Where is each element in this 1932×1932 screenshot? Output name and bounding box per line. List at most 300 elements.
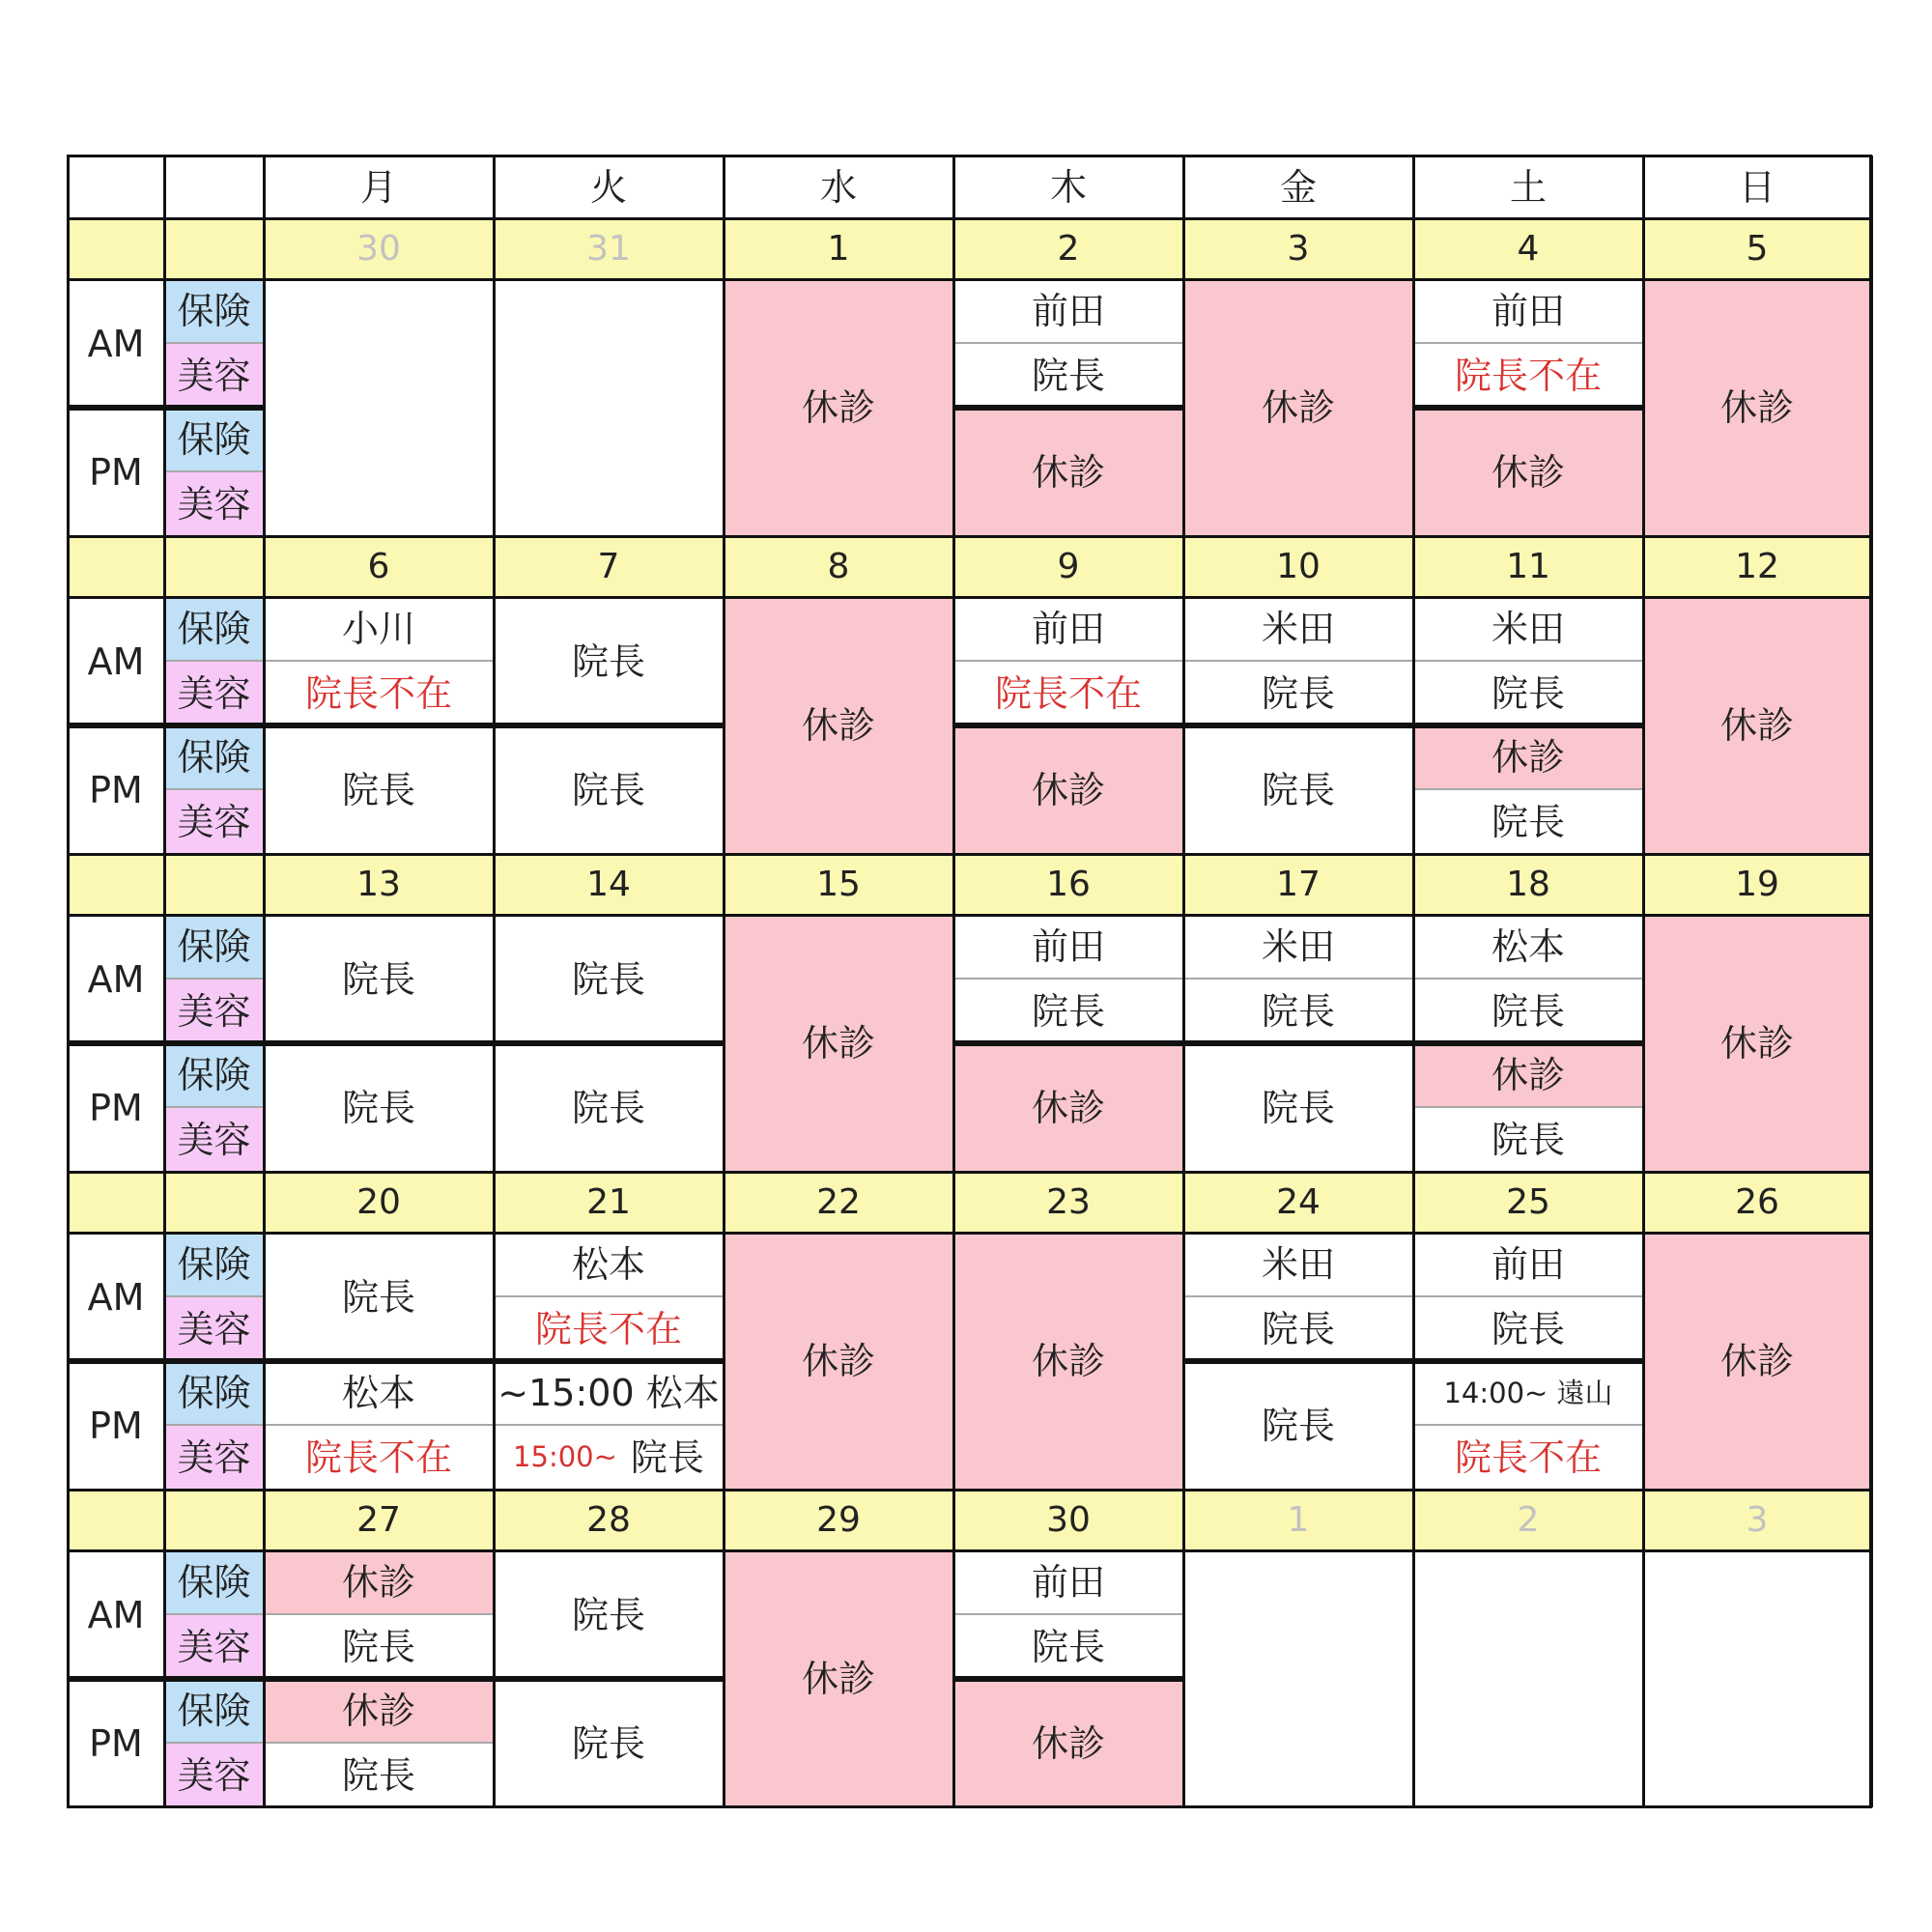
date-cell bbox=[1643, 536, 1871, 597]
day-of-week-label: 水 bbox=[819, 165, 857, 209]
insurance-category-pm bbox=[164, 1679, 264, 1743]
date-number: 1 bbox=[827, 228, 850, 269]
am-beauty-cell bbox=[1413, 979, 1643, 1043]
am-beauty-cell-text: 院長 bbox=[1031, 989, 1105, 1033]
day-of-week-label: 土 bbox=[1509, 165, 1547, 209]
date-cell bbox=[264, 218, 494, 279]
insurance-label: 保険 bbox=[177, 418, 251, 461]
day-of-week-label: 日 bbox=[1738, 165, 1776, 209]
date-number: 5 bbox=[1746, 228, 1769, 269]
date-number: 2 bbox=[1517, 1499, 1540, 1540]
am-pm-divider bbox=[494, 1358, 724, 1364]
header-corner-right bbox=[164, 156, 264, 218]
am-beauty-cell-text: 院長 bbox=[1261, 1307, 1335, 1350]
am-beauty-cell bbox=[1413, 343, 1643, 408]
closed-day-cell bbox=[724, 1550, 953, 1807]
am-cell bbox=[494, 597, 724, 725]
pm-insurance-cell bbox=[264, 1361, 494, 1425]
day-of-week-header bbox=[264, 156, 494, 218]
date-number: 6 bbox=[367, 546, 390, 586]
am-pm-divider bbox=[1183, 723, 1413, 728]
column-border bbox=[263, 156, 266, 1807]
closed-day-cell-text: 休診 bbox=[1031, 1340, 1105, 1382]
row-border bbox=[68, 217, 1871, 220]
date-number: 23 bbox=[1046, 1181, 1091, 1222]
insurance-label: 保険 bbox=[177, 1372, 251, 1414]
row-border bbox=[68, 1489, 1871, 1492]
closed-day-cell-text: 休診 bbox=[1719, 1340, 1794, 1382]
am-label bbox=[68, 597, 164, 725]
pm-beauty-cell-text: 院長 bbox=[1491, 1118, 1565, 1161]
date-number: 21 bbox=[586, 1181, 631, 1222]
am-pm-divider bbox=[953, 405, 1183, 411]
pm-cell bbox=[953, 725, 1183, 854]
pm-cell-text: 院長 bbox=[341, 768, 415, 811]
insurance-category-am bbox=[164, 1233, 264, 1296]
pm-label-text: PM bbox=[89, 1086, 143, 1129]
date-cell bbox=[264, 536, 494, 597]
pm-insurance-cell-text: 休診 bbox=[1491, 736, 1565, 779]
column-border bbox=[1870, 156, 1873, 1807]
pm-cell bbox=[953, 1043, 1183, 1172]
row-border bbox=[68, 914, 1871, 917]
day-of-week-label: 金 bbox=[1279, 165, 1317, 209]
column-border bbox=[163, 156, 166, 1807]
closed-day-cell-text: 休診 bbox=[1719, 704, 1794, 747]
row-border bbox=[68, 535, 1871, 538]
am-cell bbox=[494, 1550, 724, 1679]
am-label-text: AM bbox=[87, 1593, 145, 1636]
am-cell-text: 院長 bbox=[341, 957, 415, 1001]
insurance-category-am bbox=[164, 915, 264, 979]
date-number: 30 bbox=[356, 228, 401, 269]
am-insurance-cell bbox=[264, 1550, 494, 1614]
beauty-label: 美容 bbox=[177, 1625, 251, 1668]
date-number: 8 bbox=[827, 546, 850, 586]
closed-day-cell-text: 休診 bbox=[1261, 386, 1335, 429]
am-cell bbox=[494, 915, 724, 1043]
am-cell bbox=[264, 1233, 494, 1361]
row-border bbox=[68, 278, 1871, 281]
date-cell bbox=[1183, 536, 1413, 597]
pm-beauty-cell bbox=[1413, 1107, 1643, 1172]
day-of-week-header bbox=[724, 156, 953, 218]
am-insurance-cell bbox=[1413, 915, 1643, 979]
pm-label-text: PM bbox=[89, 450, 143, 494]
insurance-label: 保険 bbox=[177, 1243, 251, 1286]
date-cell bbox=[494, 854, 724, 915]
row-border bbox=[68, 1232, 1871, 1235]
date-number: 4 bbox=[1517, 228, 1540, 269]
date-cell bbox=[953, 854, 1183, 915]
pm-cell-text: 院長 bbox=[1261, 1404, 1335, 1447]
date-number: 2 bbox=[1057, 228, 1080, 269]
pm-cell bbox=[1183, 1361, 1413, 1490]
beauty-category-pm bbox=[164, 1743, 264, 1807]
pm-cell bbox=[494, 725, 724, 854]
pm-cell bbox=[1183, 725, 1413, 854]
am-pm-divider bbox=[1413, 723, 1643, 728]
closed-day-cell bbox=[724, 915, 953, 1172]
pm-label bbox=[68, 725, 164, 854]
pm-cell bbox=[1413, 408, 1643, 536]
closed-day-cell-text: 休診 bbox=[801, 1340, 875, 1382]
date-number: 28 bbox=[586, 1499, 631, 1540]
am-pm-divider bbox=[1413, 1358, 1643, 1364]
day-of-week-label: 木 bbox=[1049, 165, 1087, 209]
am-insurance-cell-text: 松本 bbox=[571, 1243, 645, 1286]
date-row-spacer bbox=[164, 854, 264, 915]
closed-day-cell bbox=[724, 279, 953, 536]
date-number: 11 bbox=[1506, 546, 1550, 586]
am-beauty-cell-text: 院長 bbox=[1491, 1307, 1565, 1350]
date-row-spacer bbox=[68, 1490, 164, 1550]
date-cell bbox=[1413, 536, 1643, 597]
am-beauty-cell-text: 院長 bbox=[1031, 354, 1105, 397]
insurance-label: 保険 bbox=[177, 736, 251, 779]
date-cell bbox=[1413, 854, 1643, 915]
am-pm-divider bbox=[264, 1676, 494, 1682]
beauty-category-am bbox=[164, 343, 264, 408]
am-label bbox=[68, 279, 164, 408]
am-pm-divider bbox=[1183, 1358, 1413, 1364]
pm-cell bbox=[264, 1043, 494, 1172]
pm-beauty-cell bbox=[1413, 789, 1643, 854]
pm-beauty-cell-text: 院長不在 bbox=[1454, 1435, 1602, 1479]
am-beauty-cell-text: 院長 bbox=[1491, 671, 1565, 715]
am-beauty-cell bbox=[953, 661, 1183, 725]
closed-day-cell bbox=[724, 1233, 953, 1490]
am-pm-divider bbox=[264, 723, 494, 728]
am-beauty-cell bbox=[264, 1614, 494, 1679]
date-cell bbox=[1643, 854, 1871, 915]
date-number: 31 bbox=[586, 228, 631, 269]
date-row-spacer bbox=[68, 218, 164, 279]
date-row-spacer bbox=[164, 536, 264, 597]
header-corner-left bbox=[68, 156, 164, 218]
pm-cell bbox=[953, 408, 1183, 536]
date-number: 1 bbox=[1287, 1499, 1310, 1540]
closed-day-cell-text: 休診 bbox=[801, 1658, 875, 1700]
am-cell-text: 院長 bbox=[571, 957, 645, 1001]
date-cell bbox=[953, 1172, 1183, 1233]
am-pm-divider bbox=[494, 1040, 724, 1046]
date-cell bbox=[1643, 1490, 1871, 1550]
am-beauty-cell bbox=[953, 979, 1183, 1043]
am-label bbox=[68, 915, 164, 1043]
am-label bbox=[68, 1550, 164, 1679]
day-of-week-label: 火 bbox=[589, 165, 627, 209]
am-pm-divider bbox=[953, 723, 1183, 728]
date-number: 9 bbox=[1057, 546, 1080, 586]
am-insurance-cell-text: 米田 bbox=[1491, 608, 1565, 650]
beauty-label: 美容 bbox=[177, 671, 251, 715]
beauty-category-pm bbox=[164, 1425, 264, 1490]
insurance-category-pm bbox=[164, 1043, 264, 1107]
insurance-label: 保険 bbox=[177, 608, 251, 650]
beauty-label: 美容 bbox=[177, 1307, 251, 1350]
am-insurance-cell-text: 小川 bbox=[341, 608, 415, 650]
am-insurance-cell bbox=[953, 1550, 1183, 1614]
pm-cell-text: 休診 bbox=[1031, 450, 1105, 494]
pm-insurance-cell bbox=[1413, 1361, 1643, 1425]
pm-cell bbox=[1183, 1043, 1413, 1172]
date-row-spacer bbox=[164, 218, 264, 279]
date-number: 3 bbox=[1746, 1499, 1769, 1540]
date-number: 10 bbox=[1276, 546, 1321, 586]
date-cell bbox=[494, 536, 724, 597]
closed-day-cell-text: 休診 bbox=[801, 704, 875, 747]
closed-day-cell-text: 休診 bbox=[801, 1022, 875, 1065]
pm-beauty-time: 15:00~ bbox=[513, 1440, 617, 1473]
date-cell bbox=[264, 1172, 494, 1233]
insurance-category-pm bbox=[164, 725, 264, 789]
am-beauty-cell bbox=[264, 661, 494, 725]
date-number: 12 bbox=[1735, 546, 1779, 586]
date-cell bbox=[1183, 1490, 1413, 1550]
am-cell-text: 院長 bbox=[571, 1593, 645, 1636]
am-label-text: AM bbox=[87, 957, 145, 1001]
day-of-week-header bbox=[1643, 156, 1871, 218]
beauty-category-pm bbox=[164, 471, 264, 536]
am-label bbox=[68, 1233, 164, 1361]
date-cell bbox=[724, 854, 953, 915]
pm-beauty-cell-text: 院長 bbox=[630, 1435, 704, 1479]
date-cell bbox=[1183, 854, 1413, 915]
date-cell bbox=[1413, 218, 1643, 279]
pm-cell-text: 院長 bbox=[571, 1086, 645, 1129]
am-pm-divider bbox=[1183, 1040, 1413, 1046]
date-number: 20 bbox=[356, 1181, 401, 1222]
pm-cell-text: 休診 bbox=[1031, 1086, 1105, 1129]
pm-label-text: PM bbox=[89, 1404, 143, 1447]
insurance-category-pm bbox=[164, 408, 264, 471]
pm-label bbox=[68, 1361, 164, 1490]
pm-beauty-cell bbox=[1413, 1425, 1643, 1490]
am-beauty-cell-text: 院長 bbox=[1261, 671, 1335, 715]
date-number: 22 bbox=[816, 1181, 861, 1222]
am-beauty-cell bbox=[953, 1614, 1183, 1679]
date-row-spacer bbox=[164, 1172, 264, 1233]
pm-label-text: PM bbox=[89, 1721, 143, 1765]
am-insurance-cell-text: 前田 bbox=[1031, 925, 1105, 968]
date-number: 14 bbox=[586, 864, 631, 904]
date-cell bbox=[1643, 218, 1871, 279]
closed-day-cell bbox=[953, 1233, 1183, 1490]
am-beauty-cell bbox=[1183, 661, 1413, 725]
column-border bbox=[493, 156, 496, 1807]
insurance-label: 保険 bbox=[177, 925, 251, 968]
date-number: 27 bbox=[356, 1499, 401, 1540]
date-number: 3 bbox=[1287, 228, 1310, 269]
row-border bbox=[68, 1171, 1871, 1174]
insurance-label: 保険 bbox=[177, 1690, 251, 1732]
pm-beauty-cell-text: 院長 bbox=[1491, 800, 1565, 843]
am-insurance-cell-text: 休診 bbox=[341, 1561, 415, 1604]
am-beauty-cell bbox=[1413, 1296, 1643, 1361]
am-pm-divider bbox=[264, 1040, 494, 1046]
pm-cell-text: 院長 bbox=[1261, 768, 1335, 811]
empty-day-cell bbox=[1643, 1550, 1871, 1807]
pm-label bbox=[68, 408, 164, 536]
am-insurance-cell-text: 米田 bbox=[1261, 925, 1335, 968]
am-insurance-cell bbox=[953, 915, 1183, 979]
day-of-week-header bbox=[1413, 156, 1643, 218]
am-pm-divider bbox=[494, 723, 724, 728]
day-of-week-header bbox=[494, 156, 724, 218]
pm-beauty-cell bbox=[264, 1743, 494, 1807]
insurance-category-am bbox=[164, 597, 264, 661]
am-insurance-cell bbox=[1183, 1233, 1413, 1296]
date-number: 18 bbox=[1506, 864, 1550, 904]
row-border bbox=[68, 853, 1871, 856]
insurance-label: 保険 bbox=[177, 1561, 251, 1604]
am-label-text: AM bbox=[87, 322, 145, 365]
date-row-spacer bbox=[68, 536, 164, 597]
am-beauty-cell-text: 院長 bbox=[341, 1625, 415, 1668]
column-border bbox=[67, 156, 70, 1807]
date-row-spacer bbox=[68, 854, 164, 915]
am-insurance-cell-text: 前田 bbox=[1031, 290, 1105, 332]
am-beauty-cell bbox=[494, 1296, 724, 1361]
beauty-label: 美容 bbox=[177, 354, 251, 397]
pm-cell-text: 休診 bbox=[1031, 1721, 1105, 1765]
column-border bbox=[1642, 156, 1645, 1807]
am-pm-divider bbox=[953, 1676, 1183, 1682]
closed-day-cell bbox=[1643, 597, 1871, 854]
column-border bbox=[723, 156, 725, 1807]
column-border bbox=[952, 156, 955, 1807]
date-number: 30 bbox=[1046, 1499, 1091, 1540]
beauty-category-am bbox=[164, 1614, 264, 1679]
am-insurance-cell-text: 米田 bbox=[1261, 608, 1335, 650]
pm-cell-text: 院長 bbox=[1261, 1086, 1335, 1129]
pm-beauty-cell-text: 院長不在 bbox=[304, 1435, 452, 1479]
am-insurance-cell bbox=[953, 279, 1183, 343]
am-label-text: AM bbox=[87, 1275, 145, 1319]
day-of-week-header bbox=[1183, 156, 1413, 218]
date-cell bbox=[724, 1172, 953, 1233]
am-insurance-cell-text: 前田 bbox=[1031, 608, 1105, 650]
pm-cell-text: 院長 bbox=[341, 1086, 415, 1129]
am-beauty-cell-text: 院長不在 bbox=[534, 1307, 682, 1350]
am-insurance-cell-text: 米田 bbox=[1261, 1243, 1335, 1286]
date-cell bbox=[264, 1490, 494, 1550]
am-cell-text: 院長 bbox=[341, 1275, 415, 1319]
date-cell bbox=[264, 854, 494, 915]
am-beauty-cell bbox=[1413, 661, 1643, 725]
am-insurance-cell bbox=[1413, 279, 1643, 343]
date-number: 26 bbox=[1735, 1181, 1779, 1222]
pm-cell-text: 院長 bbox=[571, 1721, 645, 1765]
pm-cell-text: 院長 bbox=[571, 768, 645, 811]
pm-beauty-cell-text: 院長 bbox=[341, 1753, 415, 1797]
date-cell bbox=[494, 1172, 724, 1233]
am-insurance-cell-text: 前田 bbox=[1031, 1561, 1105, 1604]
date-cell bbox=[1183, 218, 1413, 279]
beauty-label: 美容 bbox=[177, 989, 251, 1033]
am-insurance-cell-text: 前田 bbox=[1491, 1243, 1565, 1286]
am-beauty-cell-text: 院長 bbox=[1491, 989, 1565, 1033]
am-beauty-cell-text: 院長不在 bbox=[1454, 354, 1602, 397]
pm-label bbox=[68, 1043, 164, 1172]
pm-insurance-cell bbox=[1413, 725, 1643, 789]
pm-cell bbox=[264, 725, 494, 854]
date-number: 17 bbox=[1276, 864, 1321, 904]
insurance-label: 保険 bbox=[177, 1054, 251, 1096]
am-cell-text: 院長 bbox=[571, 639, 645, 683]
row-border bbox=[68, 1549, 1871, 1552]
closed-day-cell bbox=[1183, 279, 1413, 536]
beauty-label: 美容 bbox=[177, 800, 251, 843]
insurance-category-am bbox=[164, 1550, 264, 1614]
date-number: 7 bbox=[597, 546, 620, 586]
am-beauty-cell bbox=[953, 343, 1183, 408]
empty-day-cell bbox=[1183, 1550, 1413, 1807]
date-number: 24 bbox=[1276, 1181, 1321, 1222]
pm-insurance-cell bbox=[264, 1679, 494, 1743]
insurance-category-pm bbox=[164, 1361, 264, 1425]
am-insurance-cell bbox=[1413, 597, 1643, 661]
closed-day-cell-text: 休診 bbox=[801, 386, 875, 429]
date-number: 25 bbox=[1506, 1181, 1550, 1222]
beauty-category-am bbox=[164, 1296, 264, 1361]
am-label-text: AM bbox=[87, 639, 145, 683]
pm-cell bbox=[494, 1679, 724, 1807]
pm-insurance-cell-text: 松本 bbox=[341, 1372, 415, 1414]
pm-insurance-cell-text: ~15:00 松本 bbox=[497, 1372, 720, 1414]
pm-beauty-cell bbox=[264, 1425, 494, 1490]
am-insurance-cell bbox=[1183, 597, 1413, 661]
pm-cell bbox=[953, 1679, 1183, 1807]
beauty-label: 美容 bbox=[177, 1435, 251, 1479]
date-cell bbox=[1643, 1172, 1871, 1233]
date-number: 13 bbox=[356, 864, 401, 904]
am-insurance-cell bbox=[1183, 915, 1413, 979]
date-row-spacer bbox=[68, 1172, 164, 1233]
pm-cell bbox=[494, 1043, 724, 1172]
beauty-category-pm bbox=[164, 1107, 264, 1172]
date-cell bbox=[494, 218, 724, 279]
am-beauty-cell bbox=[1183, 979, 1413, 1043]
closed-day-cell-text: 休診 bbox=[1719, 1022, 1794, 1065]
am-beauty-cell-text: 院長 bbox=[1261, 989, 1335, 1033]
am-insurance-cell bbox=[1413, 1233, 1643, 1296]
empty-day-cell bbox=[494, 279, 724, 536]
date-number: 29 bbox=[816, 1499, 861, 1540]
am-insurance-cell-text: 松本 bbox=[1491, 925, 1565, 968]
pm-insurance-cell-text: 14:00~ 遠山 bbox=[1443, 1376, 1613, 1409]
am-pm-divider bbox=[1413, 1040, 1643, 1046]
column-border bbox=[1412, 156, 1415, 1807]
beauty-category-am bbox=[164, 661, 264, 725]
date-cell bbox=[724, 536, 953, 597]
pm-beauty-cell bbox=[494, 1425, 724, 1490]
pm-cell-text: 休診 bbox=[1491, 450, 1565, 494]
am-pm-divider bbox=[264, 1358, 494, 1364]
pm-insurance-cell bbox=[494, 1361, 724, 1425]
pm-cell-text: 休診 bbox=[1031, 768, 1105, 811]
day-of-week-label: 月 bbox=[359, 165, 397, 209]
closed-day-cell bbox=[1643, 915, 1871, 1172]
am-pm-divider bbox=[494, 1676, 724, 1682]
column-border bbox=[1182, 156, 1185, 1807]
beauty-category-pm bbox=[164, 789, 264, 854]
date-number: 15 bbox=[816, 864, 861, 904]
beauty-label: 美容 bbox=[177, 482, 251, 526]
day-of-week-header bbox=[953, 156, 1183, 218]
pm-insurance-cell-text: 休診 bbox=[341, 1690, 415, 1732]
